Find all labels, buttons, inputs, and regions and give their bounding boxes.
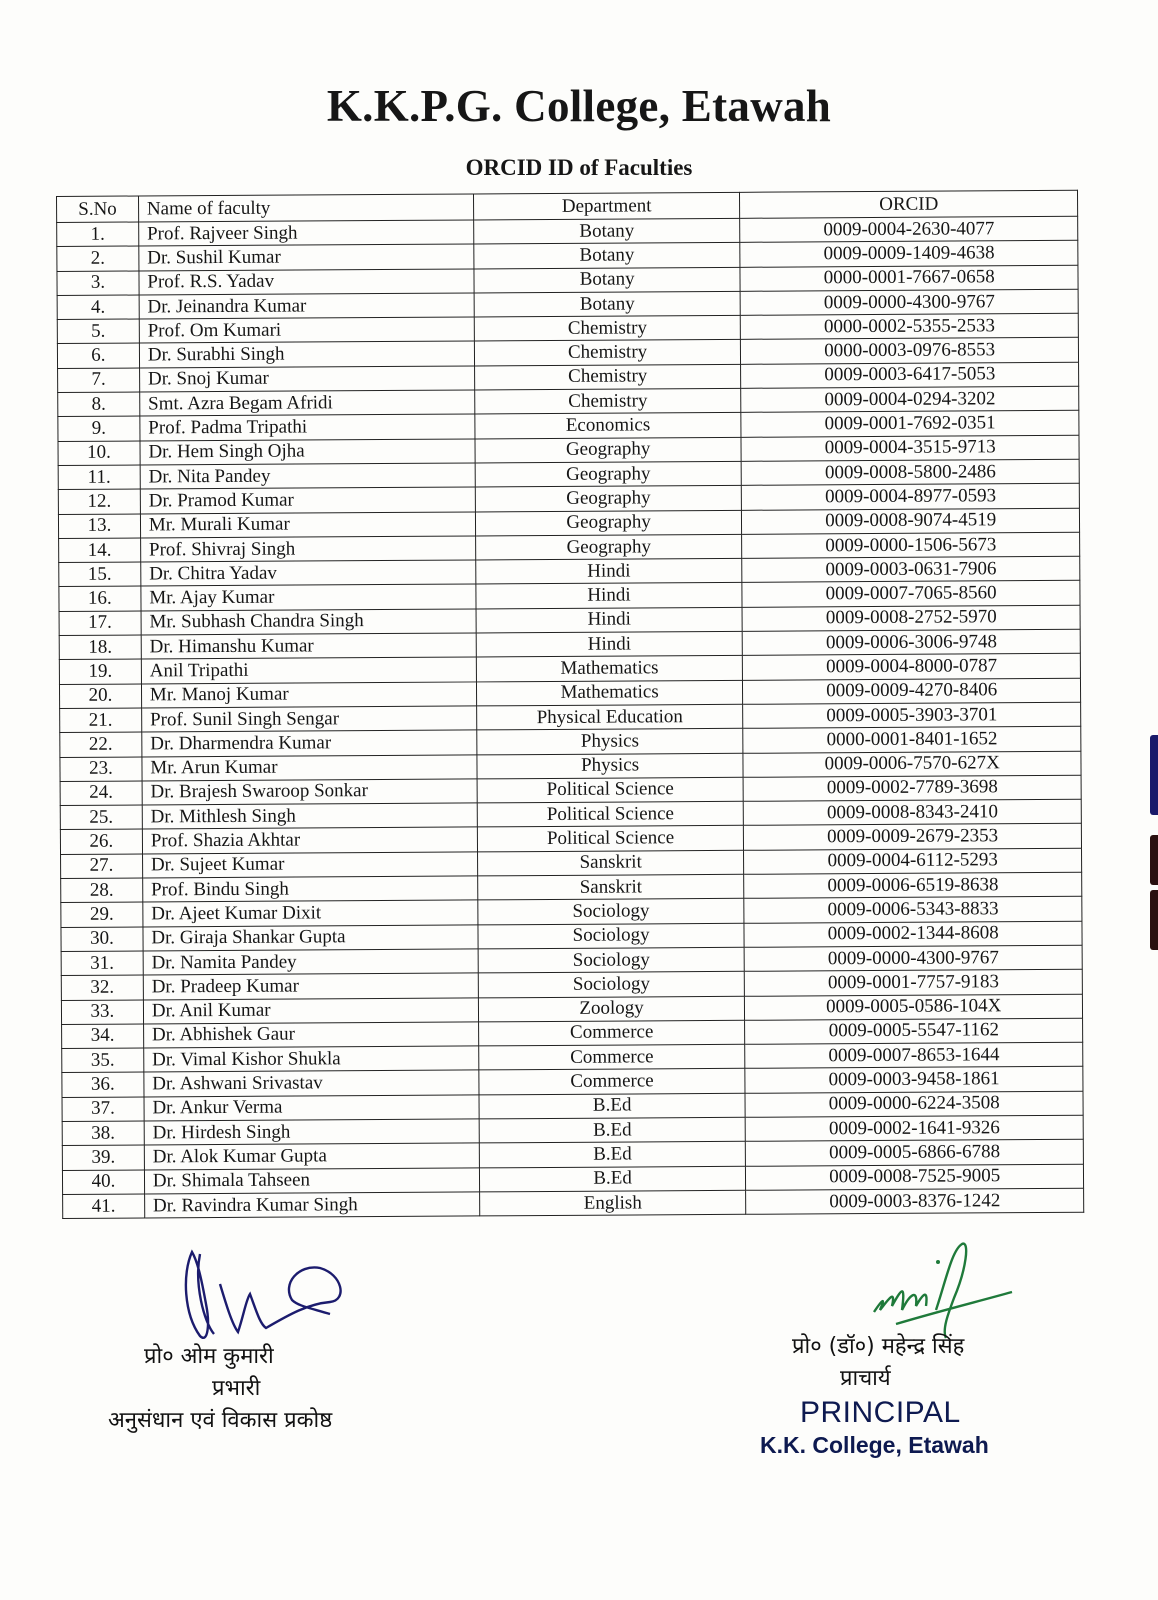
cell-sno: 29. [61,902,143,927]
cell-faculty-name: Prof. Sunil Singh Sengar [141,706,476,732]
cell-sno: 28. [61,878,143,903]
cell-department: Hindi [476,607,743,633]
cell-sno: 7. [58,368,140,393]
cell-department: English [479,1190,746,1216]
cell-faculty-name: Dr. Anil Kumar [143,997,478,1023]
cell-orcid: 0009-0004-2630-4077 [740,216,1078,242]
cell-sno: 11. [58,465,140,490]
table-body [57,216,1084,1218]
cell-sno: 10. [58,441,140,466]
cell-department: Political Science [477,777,744,803]
cell-sno: 14. [59,538,141,563]
cell-department: B.Ed [479,1117,746,1143]
cell-faculty-name: Mr. Ajay Kumar [141,584,476,610]
cell-department: Sociology [478,899,745,925]
signatory-right-name: प्रो० (डॉ०) महेन्द्र सिंह [792,1334,965,1359]
cell-orcid: 0009-0009-4270-8406 [743,678,1081,704]
cell-sno: 38. [62,1121,144,1146]
cell-orcid: 0009-0006-5343-8833 [744,897,1082,923]
table-row [63,1188,1084,1219]
cell-sno: 17. [59,611,141,636]
cell-department: Botany [474,267,741,293]
cell-orcid: 0000-0001-8401-1652 [743,726,1081,752]
orcid-table [56,190,1084,1219]
cell-faculty-name: Dr. Alok Kumar Gupta [144,1143,479,1169]
cell-sno: 21. [60,708,142,733]
cell-orcid: 0000-0003-0976-8553 [741,338,1079,364]
cell-faculty-name: Dr. Ravindra Kumar Singh [144,1192,479,1218]
cell-department: Physics [477,729,744,755]
cell-department: Zoology [478,996,745,1022]
cell-sno: 15. [59,562,141,587]
cell-orcid: 0009-0003-6417-5053 [741,362,1079,388]
cell-faculty-name: Prof. Bindu Singh [143,876,478,902]
cell-sno: 37. [62,1097,144,1122]
cell-sno: 8. [58,392,140,417]
cell-sno: 2. [57,246,139,271]
cell-faculty-name: Dr. Ankur Verma [144,1095,479,1121]
cell-orcid: 0009-0008-9074-4519 [742,508,1080,534]
signatory-left-role: प्रभारी [212,1376,261,1401]
cell-sno: 25. [60,805,142,830]
cell-sno: 1. [57,222,139,247]
cell-faculty-name: Dr. Jeinandra Kumar [139,293,474,319]
cell-faculty-name: Dr. Snoj Kumar [139,366,474,392]
cell-department: Geography [475,437,742,463]
cell-department: Botany [474,243,741,269]
cell-orcid: 0009-0002-1344-8608 [744,921,1082,947]
cell-faculty-name: Dr. Ajeet Kumar Dixit [143,900,478,926]
cell-orcid: 0009-0004-8000-0787 [743,654,1081,680]
principal-stamp-college: K.K. College, Etawah [760,1432,989,1458]
cell-orcid: 0009-0007-7065-8560 [742,581,1080,607]
cell-sno: 41. [63,1194,145,1219]
signatory-left-cell: अनुसंधान एवं विकास प्रकोष्ठ [108,1408,333,1433]
cell-sno: 40. [62,1170,144,1195]
cell-faculty-name: Dr. Surabhi Singh [139,341,474,367]
cell-department: Sociology [478,923,745,949]
cell-faculty-name: Dr. Nita Pandey [140,463,475,489]
cell-sno: 39. [62,1145,144,1170]
college-title: K.K.P.G. College, Etawah [326,81,832,131]
edge-scan-mark [1150,890,1158,950]
cell-faculty-name: Dr. Dharmendra Kumar [142,730,477,756]
cell-sno: 18. [59,635,141,660]
cell-faculty-name: Prof. Om Kumari [139,317,474,343]
cell-orcid: 0000-0001-7667-0658 [740,265,1078,291]
cell-faculty-name: Prof. Padma Tripathi [140,414,475,440]
cell-department: Hindi [476,583,743,609]
cell-orcid: 0009-0006-7570-627X [743,751,1081,777]
cell-sno: 20. [59,684,141,709]
cell-department: B.Ed [479,1142,746,1168]
cell-sno: 26. [60,829,142,854]
cell-orcid: 0009-0003-0631-7906 [742,556,1080,582]
cell-department: Sociology [478,947,745,973]
cell-department: Political Science [477,826,744,852]
cell-orcid: 0009-0002-1641-9326 [746,1115,1084,1141]
cell-sno: 5. [57,319,139,344]
column-header-department: Department [473,192,740,220]
column-header-name: Name of faculty [138,194,473,222]
cell-department: Physics [477,753,744,779]
cell-orcid: 0009-0000-4300-9767 [740,289,1078,315]
cell-orcid: 0009-0001-7757-9183 [745,969,1083,995]
cell-sno: 22. [60,732,142,757]
cell-department: Sanskrit [477,850,744,876]
cell-sno: 32. [61,975,143,1000]
cell-sno: 31. [61,951,143,976]
cell-faculty-name: Dr. Pramod Kumar [140,487,475,513]
signatory-left-name: प्रो० ओम कुमारी [144,1344,274,1369]
cell-department: Hindi [476,631,743,657]
cell-orcid: 0009-0006-6519-8638 [744,872,1082,898]
cell-faculty-name: Mr. Murali Kumar [140,512,475,538]
cell-sno: 13. [58,514,140,539]
cell-department: Political Science [477,801,744,827]
cell-sno: 19. [59,659,141,684]
cell-sno: 4. [57,295,139,320]
cell-department: B.Ed [479,1166,746,1192]
signature-left [180,1244,350,1354]
signatory-right-role: प्राचार्य [840,1366,891,1391]
cell-department: Sociology [478,972,745,998]
cell-department: Geography [475,461,742,487]
edge-scan-mark [1150,835,1158,885]
cell-orcid: 0009-0002-7789-3698 [743,775,1081,801]
cell-department: Hindi [476,558,743,584]
cell-department: Economics [475,413,742,439]
cell-faculty-name: Dr. Sushil Kumar [139,244,474,270]
cell-faculty-name: Prof. Shazia Akhtar [142,827,477,853]
cell-faculty-name: Dr. Vimal Kishor Shukla [144,1046,479,1072]
cell-orcid: 0009-0007-8653-1644 [745,1042,1083,1068]
cell-orcid: 0009-0009-1409-4638 [740,241,1078,267]
cell-faculty-name: Mr. Subhash Chandra Singh [141,609,476,635]
cell-orcid: 0009-0004-0294-3202 [741,386,1079,412]
cell-faculty-name: Dr. Hirdesh Singh [144,1119,479,1145]
cell-department: Physical Education [476,704,743,730]
cell-department: Mathematics [476,680,743,706]
cell-faculty-name: Dr. Giraja Shankar Gupta [143,925,478,951]
cell-sno: 27. [61,854,143,879]
cell-faculty-name: Dr. Namita Pandey [143,949,478,975]
cell-orcid: 0000-0002-5355-2533 [741,313,1079,339]
cell-faculty-name: Dr. Abhishek Gaur [143,1022,478,1048]
cell-sno: 12. [58,489,140,514]
cell-faculty-name: Prof. Rajveer Singh [139,220,474,246]
cell-faculty-name: Dr. Sujeet Kumar [142,852,477,878]
cell-sno: 16. [59,586,141,611]
signature-right [866,1240,1016,1340]
cell-faculty-name: Mr. Manoj Kumar [141,682,476,708]
cell-sno: 23. [60,757,142,782]
cell-department: Mathematics [476,656,743,682]
cell-faculty-name: Smt. Azra Begam Afridi [140,390,475,416]
cell-orcid: 0009-0005-6866-6788 [746,1140,1084,1166]
cell-faculty-name: Dr. Himanshu Kumar [141,633,476,659]
cell-faculty-name: Anil Tripathi [141,657,476,683]
edge-scan-mark [1150,735,1158,815]
cell-department: Commerce [479,1069,746,1095]
cell-department: Chemistry [474,364,741,390]
cell-orcid: 0009-0009-2679-2353 [744,824,1082,850]
cell-department: Chemistry [474,340,741,366]
cell-orcid: 0009-0000-1506-5673 [742,532,1080,558]
cell-department: Sanskrit [477,874,744,900]
cell-orcid: 0009-0008-8343-2410 [744,799,1082,825]
cell-sno: 30. [61,927,143,952]
cell-department: Geography [475,534,742,560]
cell-orcid: 0009-0004-8977-0593 [742,484,1080,510]
cell-sno: 34. [62,1024,144,1049]
cell-orcid: 0009-0005-0586-104X [745,994,1083,1020]
cell-sno: 33. [61,999,143,1024]
cell-faculty-name: Dr. Shimala Tahseen [144,1168,479,1194]
cell-faculty-name: Dr. Chitra Yadav [141,560,476,586]
cell-sno: 36. [62,1072,144,1097]
cell-department: Geography [475,510,742,536]
cell-orcid: 0009-0008-5800-2486 [742,459,1080,485]
cell-faculty-name: Prof. Shivraj Singh [140,536,475,562]
cell-department: Geography [475,486,742,512]
cell-sno: 24. [60,781,142,806]
cell-department: B.Ed [479,1093,746,1119]
cell-department: Chemistry [474,316,741,342]
cell-department: Botany [474,291,741,317]
cell-orcid: 0009-0000-6224-3508 [745,1091,1083,1117]
document-subtitle: ORCID ID of Faculties [465,155,693,180]
cell-department: Chemistry [474,388,741,414]
cell-sno: 35. [62,1048,144,1073]
cell-faculty-name: Prof. R.S. Yadav [139,269,474,295]
cell-orcid: 0009-0003-8376-1242 [746,1188,1084,1214]
cell-faculty-name: Dr. Hem Singh Ojha [140,439,475,465]
cell-faculty-name: Dr. Brajesh Swaroop Sonkar [142,779,477,805]
cell-orcid: 0009-0001-7692-0351 [741,411,1079,437]
cell-sno: 9. [58,416,140,441]
cell-orcid: 0009-0006-3006-9748 [743,629,1081,655]
cell-faculty-name: Mr. Arun Kumar [142,754,477,780]
column-header-sno: S.No [57,196,139,222]
principal-stamp-title: PRINCIPAL [800,1396,961,1429]
cell-orcid: 0009-0005-3903-3701 [743,702,1081,728]
cell-department: Commerce [478,1044,745,1070]
cell-orcid: 0009-0004-6112-5293 [744,848,1082,874]
cell-faculty-name: Dr. Mithlesh Singh [142,803,477,829]
cell-department: Commerce [478,1020,745,1046]
cell-department: Botany [473,218,740,244]
cell-sno: 3. [57,271,139,296]
cell-orcid: 0009-0008-7525-9005 [746,1164,1084,1190]
cell-orcid: 0009-0005-5547-1162 [745,1018,1083,1044]
cell-sno: 6. [57,343,139,368]
cell-orcid: 0009-0000-4300-9767 [744,945,1082,971]
cell-orcid: 0009-0008-2752-5970 [742,605,1080,631]
cell-faculty-name: Dr. Ashwani Srivastav [144,1070,479,1096]
cell-faculty-name: Dr. Pradeep Kumar [143,973,478,999]
column-header-orcid: ORCID [740,190,1078,218]
cell-orcid: 0009-0004-3515-9713 [741,435,1079,461]
cell-orcid: 0009-0003-9458-1861 [745,1067,1083,1093]
